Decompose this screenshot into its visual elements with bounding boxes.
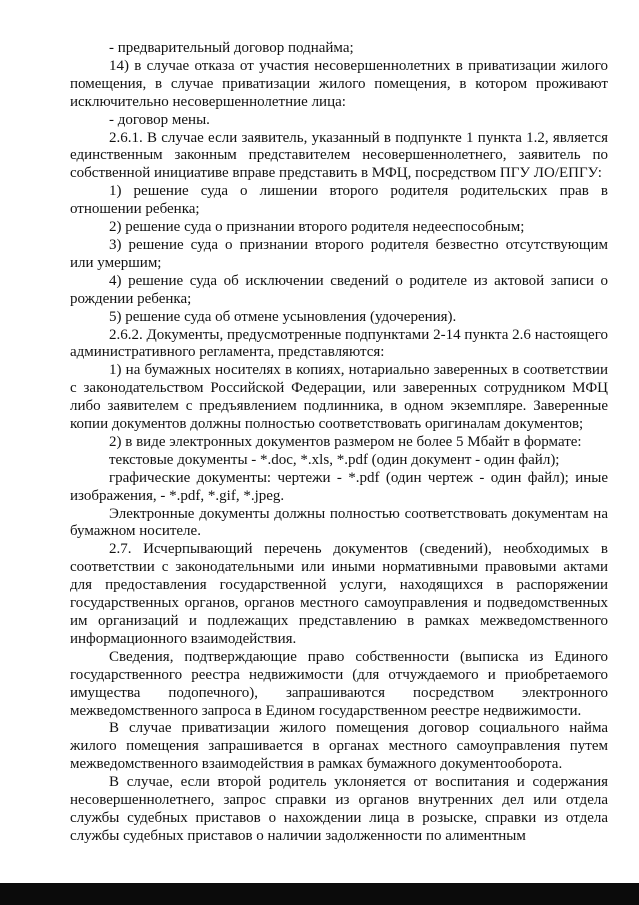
paragraph-4: 2.6.1. В случае если заявитель, указанный в подпункте 1 пункта 1.2, является единственным законным представителем несовершеннолетнего, заявитель по собственной инициативе вправе представить в МФЦ, посредством ПГУ ЛО/ЕПГУ:: [70, 129, 608, 182]
paragraph-3: - договор мены.: [109, 111, 210, 128]
paragraph-18: В случае приватизации жилого помещения договор социального найма жилого помещения запрашивается в органах местного самоуправления путем межведомственного взаимодействия в рамках бумажного документооборота.: [70, 720, 608, 773]
paragraph-13: текстовые документы - *.doc, *.xls, *.pdf (один документ - один файл);: [109, 451, 560, 468]
paragraph-19: В случае, если второй родитель уклоняется от воспитания и содержания несовершеннолетнего, запрос справки из органов внутренних дел или отдела службы судебных приставов о нахождении лица в розыске, справки из отдела службы судебных приставов о наличии задолженности по алиментным: [70, 774, 608, 844]
paragraph-17: Сведения, подтверждающие право собственности (выписка из Единого государственного реестра недвижимости (для отчуждаемого и приобретаемого имущества подопечного), запрашиваются посредством электронного межведомственного запроса в Едином государственном реестре недвижимости.: [70, 648, 608, 719]
paragraph-15: Электронные документы должны полностью соответствовать документам на бумажном носителе.: [70, 505, 608, 540]
document-body: [70, 40, 608, 846]
paragraph-12: 2) в виде электронных документов размером не более 5 Мбайт в формате:: [109, 433, 582, 450]
paragraph-14: графические документы: чертежи - *.pdf (один чертеж - один файл); иные изображения, - *.pdf, *.gif, *.jpeg.: [70, 469, 608, 504]
scan-edge-band: [0, 883, 639, 905]
paragraph-1: - предварительный договор поднайма;: [109, 40, 354, 56]
paragraph-11: 1) на бумажных носителях в копиях, нотариально заверенных в соответствии с законодательством Российской Федерации, или заверенных сотрудником МФЦ либо заявителем с предъявлением подлинника, в одном экземпляре. Заверенные копии документов должны полностью соответствовать оригиналам документов;: [70, 362, 608, 433]
paragraph-16: 2.7. Исчерпывающий перечень документов (сведений), необходимых в соответствии с законодательными или иными нормативными правовыми актами для предоставления государственной услуги, находящихся в распоряжении государственных органов, органов местного самоуправления и подведомственных им организаций и подлежащих представлению в рамках межведомственного информационного взаимодействия.: [70, 541, 608, 647]
paragraph-10: 2.6.2. Документы, предусмотренные подпунктами 2-14 пункта 2.6 настоящего административного регламента, представляются:: [70, 326, 608, 361]
paragraph-2: 14) в случае отказа от участия несовершеннолетних в приватизации жилого помещения, в случае приватизации жилого помещения, в котором проживают исключительно несовершеннолетние лица:: [70, 57, 608, 110]
paragraph-8: 4) решение суда об исключении сведений о родителе из актовой записи о рождении ребенка;: [70, 272, 608, 307]
paragraph-7: 3) решение суда о признании второго родителя безвестно отсутствующим или умершим;: [70, 236, 608, 271]
paragraph-6: 2) решение суда о признании второго родителя недееспособным;: [109, 219, 525, 236]
paragraph-5: 1) решение суда о лишении второго родителя родительских прав в отношении ребенка;: [70, 183, 608, 218]
paragraph-9: 5) решение суда об отмене усыновления (удочерения).: [109, 308, 457, 325]
